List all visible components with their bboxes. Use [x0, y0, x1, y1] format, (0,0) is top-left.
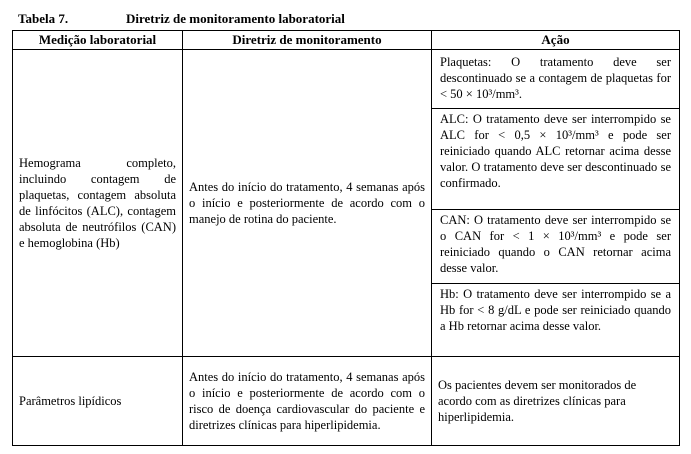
action-can: CAN: O tratamento deve ser interrompido se o CAN for < 1 × 10³/mm³ e pode ser reiniciado quando o CAN retornar acima desse valor. [432, 210, 679, 284]
table-row [13, 50, 680, 357]
table-title: Diretriz de monitoramento laboratorial [126, 11, 345, 26]
measurement-cell: Hemograma completo, incluindo contagem de plaquetas, contagem absoluta de linfócitos (ALC), contagem absoluta de neutrófilos (CAN) e hemoglobina (Hb) [13, 50, 183, 357]
action-hb: Hb: O tratamento deve ser interrompido se a Hb for < 8 g/dL e pode ser reiniciado quando a Hb retornar acima desse valor. [440, 287, 671, 333]
table-number: Tabela 7. [18, 11, 69, 26]
action-platelets: Plaquetas: O tratamento deve ser descontinuado se a contagem de plaquetas for < 50 × 10³/mm³. [432, 52, 679, 109]
header-measurement: Medição laboratorial [13, 31, 183, 50]
table-header-row [13, 31, 680, 50]
measurement-cell: Parâmetros lipídicos [13, 357, 183, 446]
action-lipids: Os pacientes devem ser monitorados de acordo com as diretrizes clínicas para hiperlipidemia. [432, 357, 680, 446]
actions-cell [432, 50, 680, 357]
header-guideline: Diretriz de monitoramento [183, 31, 432, 50]
header-action: Ação [432, 31, 680, 50]
action-alc: ALC: O tratamento deve ser interrompido se ALC for < 0,5 × 10³/mm³ e pode ser reiniciado quando ALC retornar acima desse valor. O tratamento deve ser descontinuado se confirmado. [432, 109, 679, 210]
table-caption [18, 10, 345, 28]
guideline-cell: Antes do início do tratamento, 4 semanas após o início e posteriormente de acordo com o manejo de rotina do paciente. [183, 50, 432, 357]
table-row [13, 357, 680, 446]
lab-monitoring-table [12, 30, 680, 446]
guideline-cell: Antes do início do tratamento, 4 semanas após o início e posteriormente de acordo com o risco de doença cardiovascular do paciente e diretrizes clínicas para hiperlipidemia. [183, 357, 432, 446]
